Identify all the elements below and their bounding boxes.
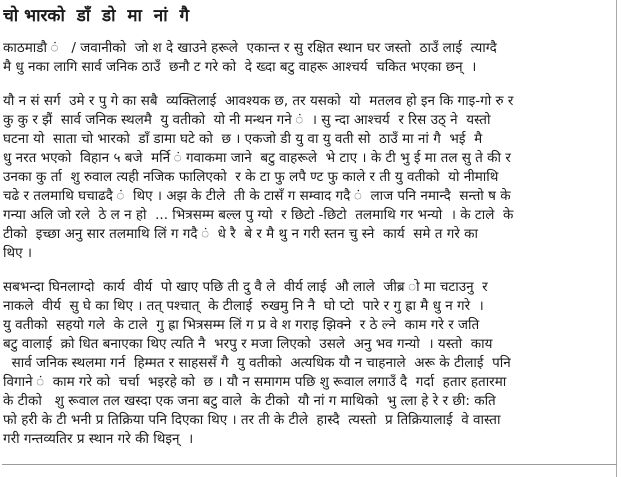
paragraph-1 <box>3 39 616 77</box>
article-title: चो भारको डाँ डो मा नां गै <box>3 6 190 26</box>
text-line: उनका कु र्ता शु रुवाल त्यही नजिक फालिएको र के टा फु लपै ण्ट फु काले र ती यु वतीको यो नीमाथि <box>3 169 499 185</box>
text-line: गरी गन्तव्यतिर प्र स्थान गरे की थिइन् । <box>3 431 194 447</box>
text-line: के टीको शु रूवाल तल खस्दा एक जना बटु वाले के टीको यौ नां ग माथिको भु त्ला हे रे र छी: कति <box>3 393 496 409</box>
paragraph-3 <box>3 278 616 449</box>
text-line: धु नरत भएको विहान ५ बजे मर्नि ं गवाकमा जाने बटु वाहरूले भे टाए । के टी भु ई मा तल सु ते की र <box>3 150 511 166</box>
text-line: थिए । <box>3 245 32 261</box>
text-line: चढे र तलमाथि घचाढदै ं थिए । अझ के टीले ती के टासँ ग सम्वाद गदै ं लाज पनि नमान्दै सन्तो ष के <box>3 188 511 204</box>
text-line: विगाने ं काम गरे को चर्चा भइरहे को छ । यौ न समागम पछि शु रूवाल लगाउँ दै गर्दा हतार हतारमा <box>3 374 507 390</box>
bottom-divider <box>2 464 617 465</box>
paragraph-2 <box>3 92 616 263</box>
text-line: गन्या अलि जो रले ठे ल न हो ... भित्रसम्म बल्ल पु ग्यो र छिटो -छिटो तलमाथि गर भन्यो । के टाले के <box>3 207 514 223</box>
text-line: यौ न सं सर्ग उमे र पु गे का सबै व्यक्तिलाई आवश्यक छ, तर यसको यो मतलव हो इन कि गाइ-गो रु र <box>3 93 514 109</box>
text-line: मै धु नका लागि सार्व जनिक ठाउँ छनौ ट गरे को दे ख्दा बटु वाहरू आश्चर्य चकित भएका छन् । <box>3 59 477 75</box>
text-line: सबभन्दा घिनलाग्दो कार्य वीर्य पो खाए पछि ती दु वै ले वीर्य लाई औ लाले जीब्र ो मा चटाउनु र <box>3 279 488 295</box>
text-line: कु कु र झैं सार्व जनिक स्थलमै यु वतीको यो नी मन्थन गने ं । सु न्दा आश्चर्य र रिस उठ् ने यस्तो <box>3 112 491 128</box>
text-line: काठमाडौ ं / जवानीको जो श दे खाउने हरूले एकान्त र सु रक्षित स्थान घर जस्तो ठाउँ लाई त्याग्दै <box>3 40 497 56</box>
text-line: घटना यो साता चो भारको डाँ डामा घटे को छ । एकजो डी यु वा यु वती सो ठाउँ मा नां गै भई मै <box>3 131 483 147</box>
text-line: सार्व जनिक स्थलमा गर्न हिम्मत र साहससँ गै यु वतीको अत्यधिक यौ न चाहनाले अरू के टीलाई पनि <box>3 355 511 371</box>
text-line: टीको इच्छा अनु सार तलमाथि लिं ग गदै ं धे रै बे र मै थु न गरी स्तन चु स्ने कार्य समे त गरे का <box>3 226 479 242</box>
text-line: बटु वालाई क्रो धित बनाएका थिए त्यति नै भरपु र मजा लिएको उसले अनु भव गन्यो । यस्तो काय <box>3 336 493 352</box>
article-body <box>3 39 616 449</box>
text-line: यु वतीको सहयो गले के टाले गु ह्रा भित्रसम्म लिं ग प्र वे श गराइ झिक्ने र ठे ल्ने काम गरे र जति <box>3 317 480 333</box>
text-line: नाकले वीर्य सु घे का थिए । तत् पश्चात् के टीलाई रुखमु नि नै घो प्टो पारे र गु ह्रा मै धु न गरे । <box>3 298 484 314</box>
text-line: फो हरी के टी भनी प्र तिक्रिया पनि दिएका थिए । तर ती के टीले हास्दै त्यस्तो प्र तिक्रियालाई वे वास्ता <box>3 412 501 428</box>
